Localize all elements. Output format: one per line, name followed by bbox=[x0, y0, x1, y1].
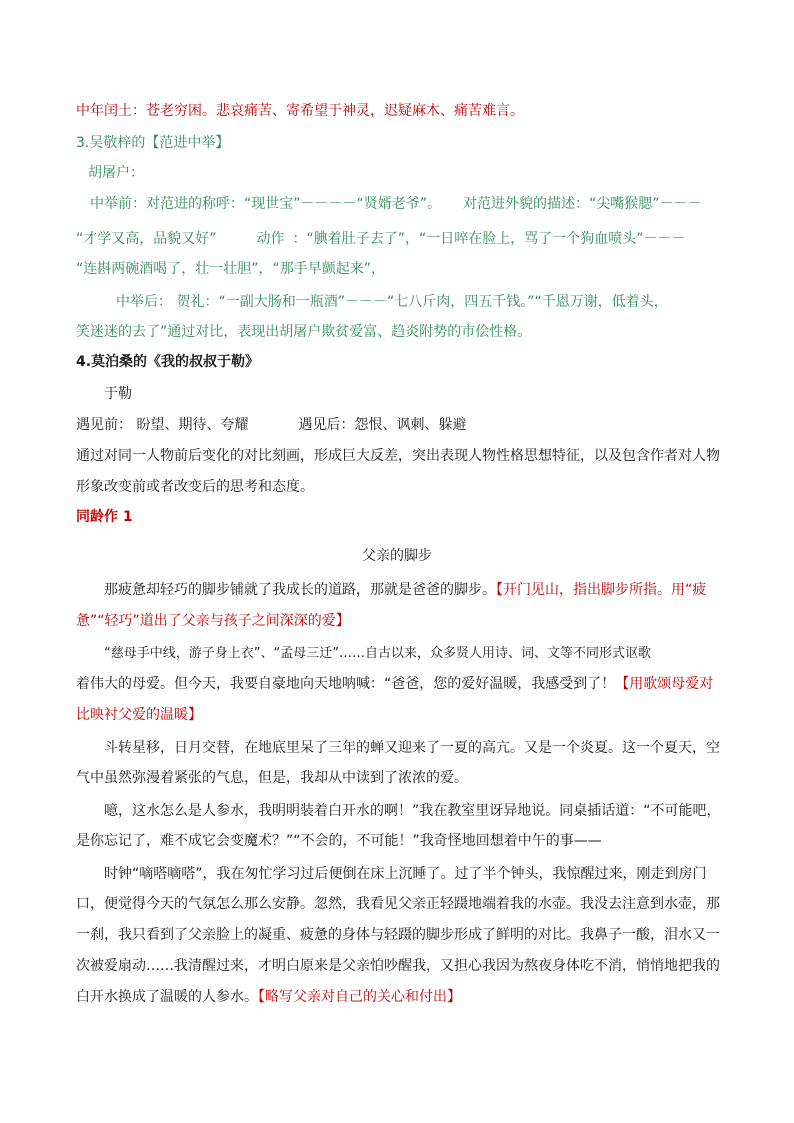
essay-p3-line2 bbox=[0, 768, 794, 788]
essay-p3-line1 bbox=[0, 738, 794, 758]
section4-before-after bbox=[0, 415, 794, 435]
p3-line2: 气中虽然弥漫着紧张的气息，但是，我却从中读到了浓浓的爱。 bbox=[76, 770, 468, 786]
section3-line3 bbox=[0, 259, 794, 279]
essay-p5-line2 bbox=[0, 894, 794, 914]
summary-line-1: 通过对同一人物前后变化的对比刻画，形成巨大反差，突出表现人物性格思想特征，以及包含作者对人物 bbox=[76, 448, 720, 464]
s3-l1-d: “尖嘴猴腮”－－－ bbox=[589, 196, 702, 212]
section3-heading-pre: 3.吴敬梓的 bbox=[76, 135, 146, 151]
p5-line2: 口，便觉得今天的气氛怎么那么安静。忽然，我看见父亲正轻蹑地端着我的水壶。我没去注意到水壶，那 bbox=[76, 896, 720, 912]
s3-l1-a: 中举前：对范进的称呼： bbox=[90, 196, 244, 212]
p3-line1: 斗转星移，日月交替，在地底里呆了三年的蝉又迎来了一夏的高亢。又是一个炎夏。这一个夏天，空 bbox=[104, 740, 720, 756]
section4-heading-text: 4.莫泊桑的《我的叔叔于勒》 bbox=[76, 354, 260, 370]
s3-l2-b: 动作 bbox=[256, 231, 285, 247]
before-text: 遇见前： 盼望、期待、夸耀 bbox=[76, 417, 249, 433]
essay-p5-line5 bbox=[0, 987, 794, 1007]
p2-line1-text: “慈母手中线，游子身上衣”、“孟母三迁”……自古以来，众多贤人用诗、词、文等不同形式讴歌 bbox=[104, 646, 651, 661]
section4-heading bbox=[0, 352, 794, 372]
after-text: 遇见后：怨恨、讽刺、躲避 bbox=[298, 417, 467, 433]
s3-l1-c: 对范进外貌的描述： bbox=[463, 196, 590, 212]
essay-p4-line2 bbox=[0, 831, 794, 851]
character-label: 胡屠户： bbox=[88, 165, 144, 181]
s3-l5: 笑迷迷的去了”通过对比，表现出胡屠户欺贫爱富、趋炎附势的市侩性格。 bbox=[76, 324, 532, 340]
essay-p2-line3 bbox=[0, 705, 794, 725]
section3-line1 bbox=[0, 194, 794, 214]
p2-annotation-1: 【用歌颂母爱对 bbox=[615, 676, 714, 692]
essay-p4-line1 bbox=[0, 801, 794, 821]
runtu-line bbox=[0, 101, 794, 121]
essay-section-label bbox=[0, 507, 794, 527]
section4-summary-1 bbox=[0, 446, 794, 466]
essay-p5-line1 bbox=[0, 864, 794, 884]
p1-annotation-1: 【开门见山，指出脚步所指。用“疲 bbox=[496, 582, 707, 598]
essay-p1-line1 bbox=[0, 580, 794, 600]
section-label-text: 同龄作 1 bbox=[76, 509, 133, 525]
section4-summary-2 bbox=[0, 477, 794, 497]
p5-annotation: 【略写父亲对自己的关心和付出】 bbox=[258, 989, 461, 1005]
p5-line3: 一刹，我只看到了父亲脸上的凝重、疲惫的身体与轻蹑的脚步形成了鲜明的对比。我鼻子一酸，泪水又一 bbox=[76, 927, 720, 943]
essay-title bbox=[0, 546, 794, 566]
s3-l3: “连斟两碗酒喝了，壮一壮胆”，“那手早颤起来”， bbox=[76, 261, 386, 277]
essay-p2-line1 bbox=[0, 644, 794, 664]
p5-line4: 次被爱扇动……我清醒过来，才明白原来是父亲怕吵醒我，又担心我因为熬夜身体吃不消，悄悄地把我的 bbox=[76, 958, 720, 974]
p1-text: 那疲惫却轻巧的脚步铺就了我成长的道路，那就是爸爸的脚步。 bbox=[104, 582, 496, 598]
essay-title-text: 父亲的脚步 bbox=[362, 548, 432, 564]
p2-annotation-2: 比映衬父爱的温暖】 bbox=[76, 707, 202, 723]
p5-line1: 时钟“嘀嗒嘀嗒”，我在匆忙学习过后便倒在床上沉睡了。过了半个钟头，我惊醒过来，刚走到房门 bbox=[104, 866, 707, 882]
p4-line2: 是你忘记了，难不成它会变魔术？”“不会的，不可能！”我奇怪地回想着中午的事—— bbox=[76, 833, 602, 849]
section3-heading bbox=[0, 133, 794, 153]
runtu-text: 苍老穷困。悲哀痛苦、寄希望于神灵，迟疑麻木、痛苦难言。 bbox=[146, 103, 524, 119]
essay-p5-line3 bbox=[0, 925, 794, 945]
p2-line2-text: 着伟大的母爱。但今天，我要自豪地向天地呐喊：“爸爸，您的爱好温暖，我感受到了！ bbox=[76, 676, 616, 692]
s3-l1-b: “现世宝”－－－－“贤婿老爷”。 bbox=[244, 196, 442, 212]
section3-character bbox=[0, 163, 794, 183]
runtu-label: 中年闰土： bbox=[76, 103, 146, 119]
essay-p1-line2 bbox=[0, 611, 794, 631]
p5-line5-text: 白开水换成了温暖的人参水。 bbox=[76, 989, 258, 1005]
yule-label: 于勒 bbox=[104, 386, 132, 402]
p4-line1: 噫，这水怎么是人参水，我明明装着白开水的啊！”我在教室里讶异地说。同桌插话道：“不可能吧， bbox=[104, 803, 721, 819]
summary-line-2: 形象改变前或者改变后的思考和态度。 bbox=[76, 479, 314, 495]
s3-l4: 中举后： 贺礼：“一副大肠和一瓶酒”－－－“七八斤肉，四五千钱。”“千恩万谢，低着头， bbox=[116, 294, 668, 310]
section4-character bbox=[0, 384, 794, 404]
s3-l2-c: ：“腆着肚子去了”，“一日啐在脸上，骂了一个狗血喷头”－－－ bbox=[292, 231, 686, 247]
s3-l2-a: “才学又高，品貌又好” bbox=[76, 231, 217, 247]
essay-p2-line2 bbox=[0, 674, 794, 694]
essay-p5-line4 bbox=[0, 956, 794, 976]
section3-line2 bbox=[0, 229, 794, 249]
p1-annotation-2: 惫”“轻巧”道出了父亲与孩子之间深深的爱】 bbox=[76, 613, 350, 629]
section3-heading-work: 【范进中举】 bbox=[145, 135, 230, 151]
section3-line5 bbox=[0, 322, 794, 342]
section3-line4 bbox=[0, 292, 794, 312]
